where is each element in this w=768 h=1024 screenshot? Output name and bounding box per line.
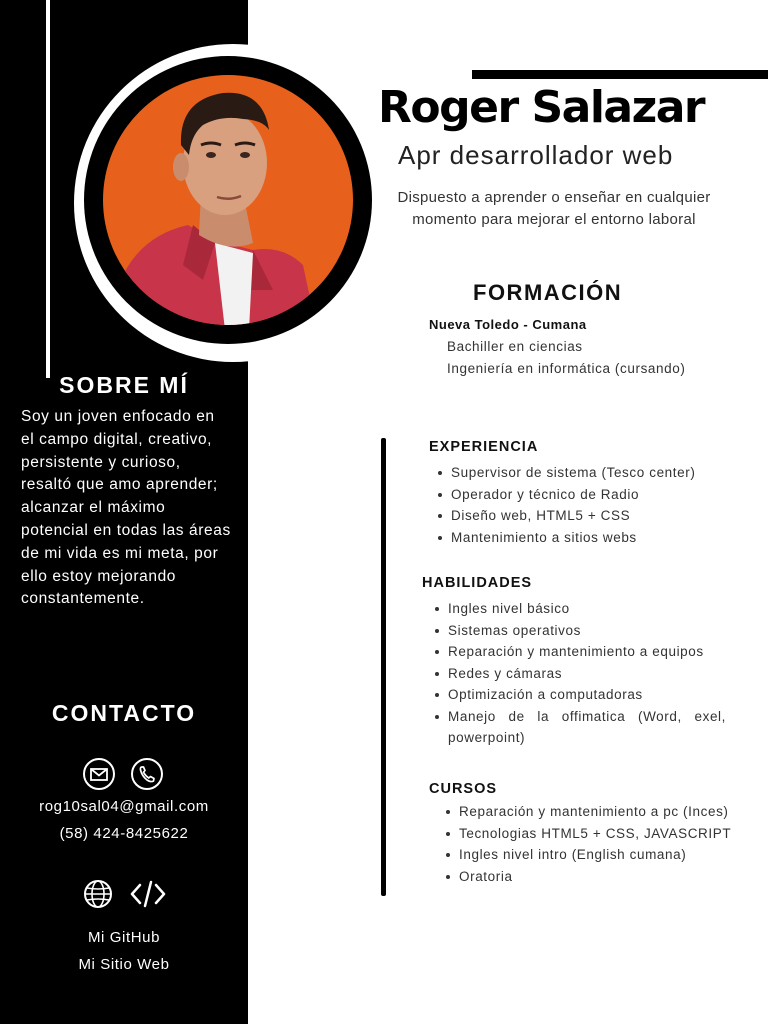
code-icon[interactable] [130,878,166,910]
list-item: Supervisor de sistema (Tesco center) [437,462,757,484]
contact-email[interactable]: rog10sal04@gmail.com [39,798,209,815]
about-title: SOBRE MÍ [59,372,189,398]
phone-icon[interactable] [131,758,163,790]
about-text: Soy un joven enfocado en el campo digital, creativo, persistente y curioso, resaltó que amo aprender; alcanzar el máximo potencial en todas las áreas de mi vida es mi meta, por ello estoy mejorando constantemente. [21,408,231,608]
job-title: Apr desarrollador web [398,140,674,170]
list-item: Reparación y mantenimiento a pc (Inces) [445,801,763,823]
courses-list [445,801,763,887]
list-item: Redes y cámaras [434,663,726,685]
experience-list [437,462,757,548]
tagline: Dispuesto a aprender o enseñar en cualquier momento para mejorar el entorno laboral [397,189,711,228]
education-school: Nueva Toledo - Cumana [429,317,587,332]
list-item: Sistemas operativos [434,620,726,642]
list-item: Optimización a computadoras [434,684,726,706]
list-item: Reparación y mantenimiento a equipos [434,641,726,663]
content-divider-line [381,438,386,896]
profile-photo [103,75,353,325]
contact-icons [81,758,171,794]
list-item: Manejo de la offimatica (Word, exel, powerpoint) [434,706,726,749]
website-link[interactable]: Mi Sitio Web [78,956,170,973]
skills-title: HABILIDADES [422,575,533,591]
list-item: Tecnologias HTML5 + CSS, JAVASCRIPT [445,823,763,845]
education-title: FORMACIÓN [473,280,623,305]
list-item: Ingles nivel básico [434,598,726,620]
sidebar-accent-line [46,0,50,378]
list-item: Diseño web, HTML5 + CSS [437,505,757,527]
contact-title: CONTACTO [51,700,197,726]
contact-phone[interactable]: (58) 424-8425622 [59,825,189,842]
courses-title: CURSOS [429,781,498,797]
skills-list [434,598,726,749]
list-item: Oratoria [445,866,763,888]
education-item: Ingeniería en informática (cursando) [447,361,686,376]
globe-icon[interactable] [82,878,114,910]
education-item: Bachiller en ciencias [447,339,583,354]
person-name: Roger Salazar [378,82,705,133]
list-item: Mantenimiento a sitios webs [437,527,757,549]
github-link[interactable]: Mi GitHub [87,929,161,946]
experience-title: EXPERIENCIA [429,439,539,455]
header-accent-line [472,70,768,79]
list-item: Ingles nivel intro (English cumana) [445,844,763,866]
mail-icon[interactable] [83,758,115,790]
web-icons [80,878,170,914]
list-item: Operador y técnico de Radio [437,484,757,506]
portrait-illustration [103,75,353,325]
